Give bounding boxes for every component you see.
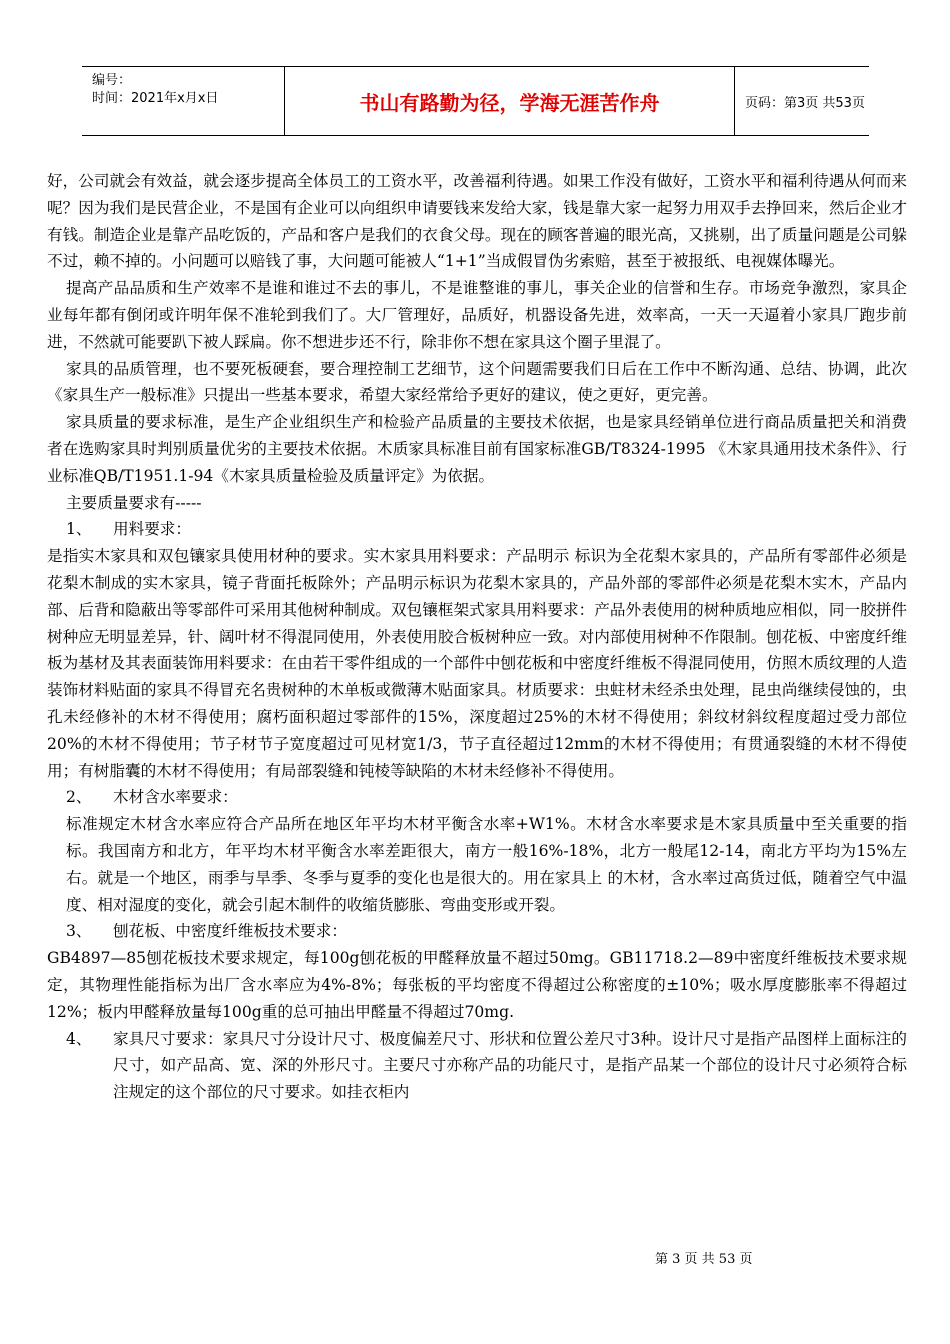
list-item-4-body: 家具尺寸要求：家具尺寸分设计尺寸、极度偏差尺寸、形状和位置公差尺寸3种。设计尺寸是指产品图样上面标注的尺寸，如产品高、宽、深的外形尺寸。主要尺寸亦称产品的功能尺寸，是指产品某一个部位的设计尺寸必须符合标注规定的这个部位的尺寸要求。如挂衣柜内 — [113, 1029, 907, 1102]
list-item-3-body: GB4897—85刨花板技术要求规定，每100g刨花板的甲醛释放量不超过50mg。GB11718.2—89中密度纤维板技术要求规定，其物理性能指标为出厂含水率应为4%-8%；每张板的平均密度不得超过公称密度的±10%；吸水厚度膨胀率不得超过12%；板内甲醛释放量每100g重的总可抽出甲醛量不得超过70mg. — [47, 949, 907, 1021]
paragraph-3: 家具的品质管理，也不要死板硬套，要合理控制工艺细节，这个问题需要我们日后在工作中不断沟通、总结、协调，此次《家具生产一般标准》只提出一些基本要求，希望大家经常给予更好的建议，使之更好，更完善。 — [47, 359, 907, 405]
list-item-2-heading — [47, 784, 907, 811]
header-page-label: 页码：第3页 共53页 — [745, 95, 865, 111]
list-item-3-title: 刨花板、中密度纤维板技术要求： — [113, 922, 347, 941]
paragraph-1: 好，公司就会有效益，就会逐步提高全体员工的工资水平，改善福利待遇。如果工作没有做好，工资水平和福利待遇从何而来呢？因为我们是民营企业，不是国有企业可以向组织申请要钱来发给大家，钱是靠大家一起努力用双手去挣回来，然后企业才有钱。制造企业是靠产品吃饭的，产品和客户是我们的衣食父母。现在的顾客普遍的眼光高，又挑剔，出了质量问题是公司躲不过，赖不掉的。小问题可以赔钱了事，大问题可能被人“1+1”当成假冒伪劣索赔，甚至于被报纸、电视媒体曝光。 — [47, 172, 907, 271]
paragraph-4: 家具质量的要求标准，是生产企业组织生产和检验产品质量的主要技术依据，也是家具经销单位进行商品质量把关和消费者在选购家具时判别质量优劣的主要技术依据。木质家具标准目前有国家标准GB/T8324-1995 《木家具通用技术条件》、行业标准QB/T1951.1-94《木家具质量检验及质量评定》为依据。 — [47, 413, 907, 485]
list-item-2-number: 2、 — [66, 788, 92, 807]
header-meta-cell — [82, 67, 285, 135]
list-item-2-body: 标准规定木材含水率应符合产品所在地区年平均木材平衡含水率+W1%。木材含水率要求是木家具质量中至关重要的指标。我国南方和北方，年平均木材平衡含水率差距很大，南方一般16%-18%，北方一般尾12-14，南北方平均为15%左右。就是一个地区，雨季与旱季、冬季与夏季的变化也是很大的。用在家具上 的木材，含水率过高货过低，随着空气中温度、相对湿度的变化，就会引起木制件的收缩货膨胀、弯曲变形或开裂。 — [66, 815, 907, 914]
document-number-label: 编号： — [92, 73, 132, 88]
document-date-label: 时间：2021年x月x日 — [92, 91, 219, 106]
list-item-2-title: 木材含水率要求： — [113, 788, 238, 807]
list-item-1-heading — [47, 516, 907, 543]
list-item-4-number: 4、 — [66, 1029, 92, 1048]
list-item-1-body: 是指实木家具和双包镶家具使用材种的要求。实木家具用料要求：产品明示 标识为全花梨木家具的，产品所有零部件必须是花梨木制成的实木家具，镜子背面托板除外；产品明示标识为花梨木家具的，产品外部的零部件必须是花梨木实木，产品内部、后背和隐蔽出等零部件可采用其他树种制成。双包镶框架式家具用料要求：产品外表使用的树种质地应相似，同一胶拼件树种应无明显差异，针、阔叶材不得混同使用，外表使用胶合板树种应一致。对内部使用树种不作限制。刨花板、中密度纤维板为基材及其表面装饰用料要求：在由若干零件组成的一个部件中刨花板和中密度纤维板不得混同使用，仿照木质纹理的人造装饰材料贴面的家具不得冒充名贵树种的木单板或微薄木贴面家具。材质要求：虫蛀材未经杀虫处理，昆虫尚继续侵蚀的，虫孔未经修补的木材不得使用；腐朽面积超过零部件的15%，深度超过25%的木材不得使用；斜纹材斜纹程度超过受力部位20%的木材不得使用；节子材节子宽度超过可见材宽1/3，节子直径超过12mm的木材不得使用；有贯通裂缝的木材不得使用；有树脂囊的木材不得使用；有局部裂缝和钝棱等缺陷的木材未经修补不得使用。 — [47, 547, 907, 780]
document-body — [47, 168, 907, 1106]
list-item-1-title: 用料要求： — [113, 520, 191, 539]
list-item-3-heading — [47, 918, 907, 945]
list-item-1-number: 1、 — [66, 520, 92, 539]
page-header — [82, 66, 869, 136]
header-motto: 书山有路勤为径，学海无涯苦作舟 — [285, 67, 735, 135]
page-footer: 第 3 页 共 53 页 — [655, 1252, 753, 1267]
paragraph-5: 主要质量要求有----- — [66, 493, 202, 512]
list-item-4 — [47, 1026, 907, 1106]
list-item-3-number: 3、 — [66, 922, 92, 941]
paragraph-2: 提高产品品质和生产效率不是谁和谁过不去的事儿，不是谁整谁的事儿，事关企业的信誉和生存。市场竞争激烈，家具企业每年都有倒闭或许明年保不准轮到我们了。大厂管理好，品质好，机器设备先进，效率高，一天一天逼着小家具厂跑步前进，不然就可能要趴下被人踩扁。你不想进步还不行，除非你不想在家具这个圈子里混了。 — [47, 279, 907, 351]
